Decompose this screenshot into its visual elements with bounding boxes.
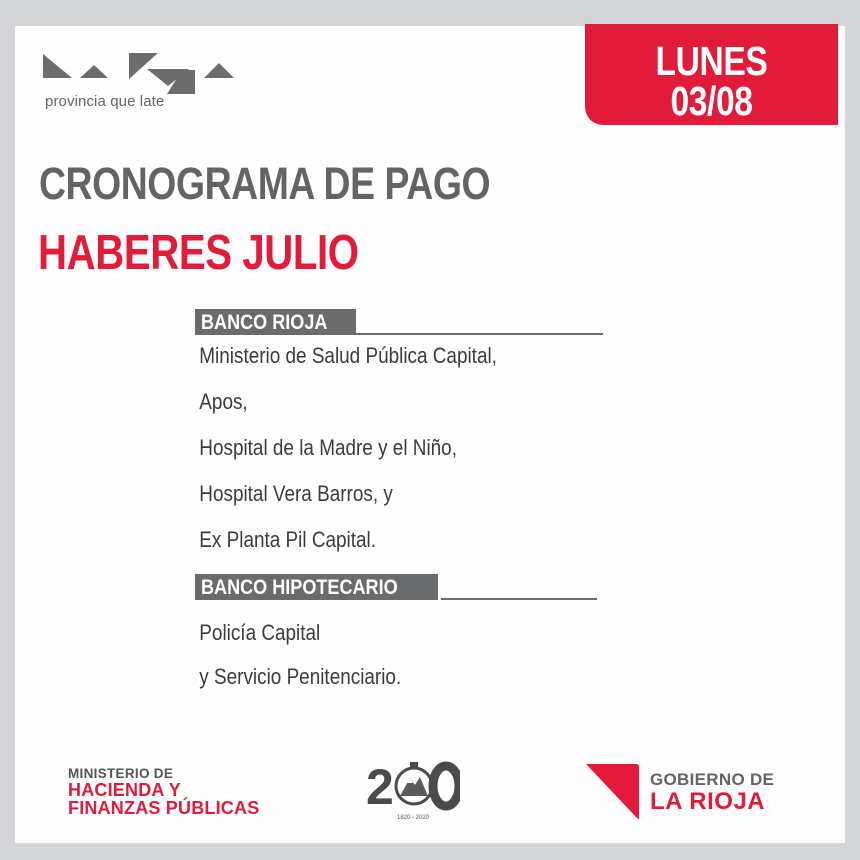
bank-section-rioja [195,309,546,573]
logo-tagline: provincia que late [45,93,165,110]
badge-day: LUNES [655,38,768,84]
list-item: Hospital Vera Barros, y [199,481,393,506]
page-subtitle: HABERES JULIO [38,226,359,280]
page-title: CRONOGRAMA DE PAGO [39,158,491,209]
badge-date: 03/08 [670,78,753,124]
la-rioja-flag-icon [584,762,640,820]
bank-label: BANCO RIOJA [195,309,356,335]
bank-label: BANCO HIPOTECARIO [195,574,438,600]
svg-text:2: 2 [366,759,394,815]
list-item: y Servicio Penitenciario. [199,664,402,689]
svg-text:1820 - 2020: 1820 - 2020 [396,815,430,821]
list-item: Ministerio de Salud Pública Capital, [199,343,497,368]
bank-divider [355,333,603,335]
ministry-logo: MINISTERIO DE HACIENDA Y FINANZAS PÚBLICAS [68,766,260,818]
bank-divider [441,598,597,600]
bank-section-hipotecario [195,574,435,708]
bank-header [195,309,546,335]
list-item: Ex Planta Pil Capital. [199,527,376,552]
list-item: Hospital de la Madre y el Niño, [199,435,457,460]
bicentennial-emblem-icon [366,758,460,822]
list-item: Policía Capital [199,620,321,645]
date-badge [585,24,838,125]
bank-header [195,574,435,600]
list-item: Apos, [199,389,248,414]
